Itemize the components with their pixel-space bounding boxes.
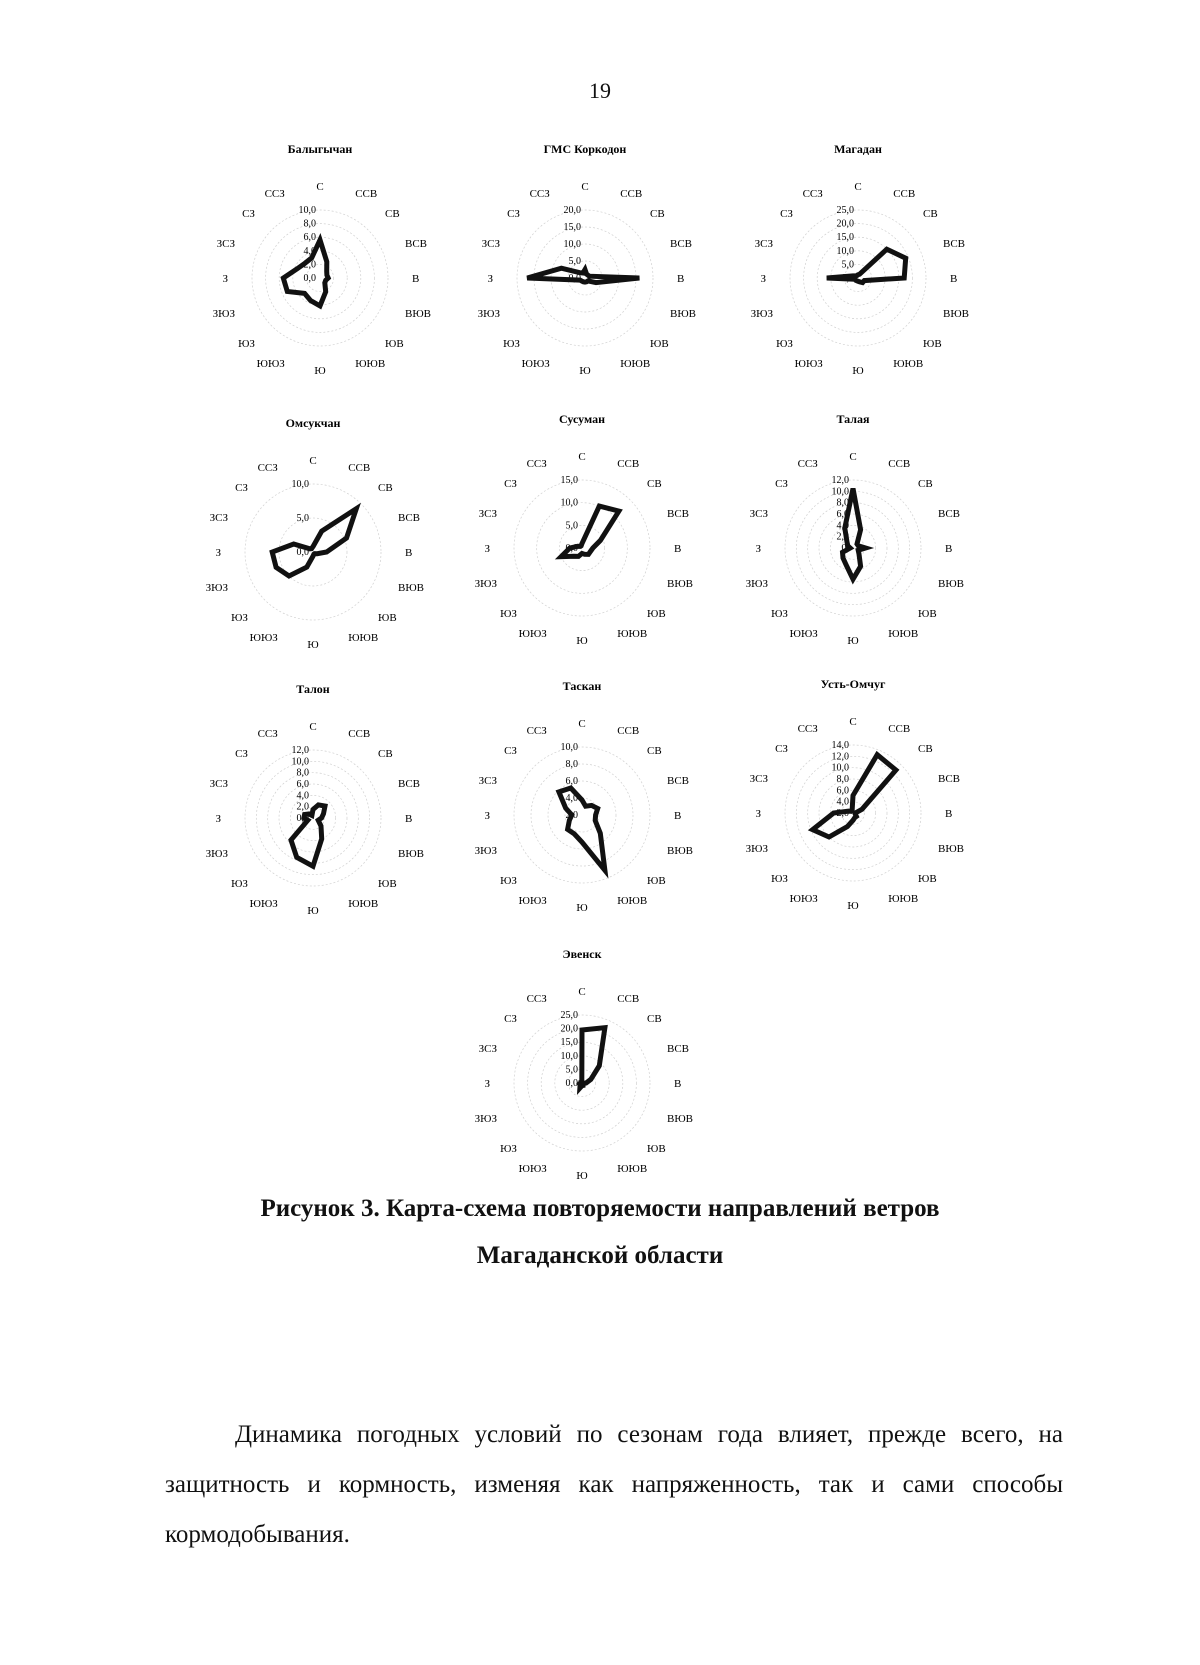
direction-label: ЮЮВ xyxy=(348,897,379,910)
direction-label: ЗСЗ xyxy=(478,507,498,520)
direction-label: ССВ xyxy=(355,188,378,201)
axis-tick-label: 14,0 xyxy=(831,740,849,751)
wind-rose-svg xyxy=(450,133,720,403)
axis-tick-label: 5,0 xyxy=(565,520,578,532)
direction-label: СВ xyxy=(647,477,662,490)
figure-caption-line-1: Рисунок 3. Карта-схема повторяемости направлений ветров xyxy=(260,1195,940,1222)
direction-label: ЮЮВ xyxy=(355,357,386,370)
axis-tick-label: 25,0 xyxy=(560,1010,578,1021)
direction-label: С xyxy=(854,181,862,193)
direction-label: ЗСЗ xyxy=(478,1042,498,1055)
direction-label: ЮЮВ xyxy=(620,357,651,370)
axis-tick-label: 10,0 xyxy=(560,497,578,509)
chart-title: Талон xyxy=(296,682,330,696)
direction-label: З xyxy=(755,543,761,555)
wind-rose-taskan xyxy=(447,670,717,940)
direction-label: ВЮВ xyxy=(942,308,969,321)
axis-tick-label: 12,0 xyxy=(831,751,849,763)
direction-label: В xyxy=(674,1078,682,1090)
axis-tick-label: 6,0 xyxy=(565,776,578,787)
axis-tick-label: 8,0 xyxy=(296,767,309,779)
axis-tick-label: 2,0 xyxy=(303,259,316,271)
direction-label: ССВ xyxy=(620,188,643,201)
direction-label: ЮЗ xyxy=(231,878,248,891)
direction-label: ЮЮВ xyxy=(617,1162,648,1175)
direction-label: ВЮВ xyxy=(397,848,424,861)
direction-label: ЗСЗ xyxy=(481,237,501,250)
direction-label: СЗ xyxy=(504,477,517,490)
direction-label: ССЗ xyxy=(526,725,547,738)
axis-tick-label: 2,0 xyxy=(296,801,309,813)
axis-tick-label: 15,0 xyxy=(560,475,578,486)
direction-label: ВЮВ xyxy=(937,578,964,591)
axis-tick-label: 12,0 xyxy=(291,745,309,756)
direction-label: ЮЗ xyxy=(238,338,255,351)
direction-label: ЗЮЗ xyxy=(474,578,498,591)
wind-frequency-series xyxy=(580,1028,605,1088)
direction-label: ЗСЗ xyxy=(216,237,236,250)
direction-label: ЮЗ xyxy=(776,338,793,351)
direction-label: ССЗ xyxy=(802,188,823,201)
grid-ring xyxy=(293,251,347,305)
direction-label: ССВ xyxy=(617,993,640,1006)
axis-tick-label: 0,0 xyxy=(841,273,854,284)
direction-label: ЮВ xyxy=(918,608,937,621)
page-number: 19 xyxy=(589,78,611,103)
direction-label: ЮЗ xyxy=(500,608,517,621)
chart-title: Таскан xyxy=(562,679,602,693)
direction-label: ССЗ xyxy=(526,993,547,1006)
direction-label: Ю xyxy=(847,900,859,912)
wind-rose-magadan xyxy=(723,133,993,403)
direction-label: Ю xyxy=(314,365,326,377)
direction-label: ССЗ xyxy=(257,462,278,475)
direction-label: ЮЮВ xyxy=(617,894,648,907)
chart-title: Омсукчан xyxy=(285,416,341,430)
direction-label: ЮЮЗ xyxy=(518,1162,547,1175)
wind-rose-svg xyxy=(447,938,717,1208)
direction-label: В xyxy=(950,273,958,285)
direction-label: С xyxy=(849,716,857,728)
direction-label: ЗСЗ xyxy=(749,507,769,520)
wind-rose-evensk xyxy=(447,938,717,1208)
direction-label: С xyxy=(309,455,317,467)
direction-label: ЮВ xyxy=(923,338,942,351)
direction-label: ЮЮЗ xyxy=(794,357,823,370)
chart-title: ГМС Коркодон xyxy=(543,142,627,156)
axis-tick-label: 5,0 xyxy=(296,513,309,524)
axis-tick-label: 0, xyxy=(841,543,849,554)
chart-title: Балыгычан xyxy=(287,142,353,156)
direction-label: СВ xyxy=(923,207,938,220)
direction-label: Ю xyxy=(579,365,591,377)
wind-rose-svg xyxy=(185,133,455,403)
direction-label: ЮЗ xyxy=(771,873,788,886)
wind-rose-svg xyxy=(723,133,993,403)
direction-label: ВСВ xyxy=(937,507,961,520)
axis-tick-label: 0,0 xyxy=(565,1078,578,1089)
direction-label: ЗЮЗ xyxy=(477,308,501,321)
chart-title: Талая xyxy=(836,412,870,426)
wind-frequency-series xyxy=(813,755,896,837)
direction-label: ССЗ xyxy=(526,458,547,471)
direction-label: С xyxy=(849,451,857,463)
direction-label: ЗСЗ xyxy=(749,772,769,785)
direction-label: ЗЮЗ xyxy=(745,578,769,591)
direction-label: ВСВ xyxy=(942,237,966,250)
direction-label: ВЮВ xyxy=(669,308,696,321)
axis-tick-label: 6,0 xyxy=(296,779,309,790)
direction-label: Ю xyxy=(307,639,319,651)
direction-label: З xyxy=(222,273,228,285)
axis-tick-label: 10,0 xyxy=(298,205,316,216)
direction-label: ЮЮЗ xyxy=(256,357,285,370)
direction-label: В xyxy=(674,810,682,822)
direction-label: СЗ xyxy=(504,744,517,757)
wind-rose-omsukchan xyxy=(178,407,448,677)
wind-rose-svg xyxy=(178,407,448,677)
direction-label: ЗСЗ xyxy=(754,237,774,250)
direction-label: ЗЮЗ xyxy=(750,308,774,321)
direction-label: ВСВ xyxy=(666,774,690,787)
wind-rose-svg xyxy=(178,673,448,943)
direction-label: ЮВ xyxy=(647,875,666,888)
chart-title: Сусуман xyxy=(558,412,606,426)
direction-label: ВЮВ xyxy=(666,1113,693,1126)
axis-tick-label: 2,0 xyxy=(836,531,849,543)
direction-label: ВСВ xyxy=(669,237,693,250)
axis-tick-label: 25,0 xyxy=(836,205,854,216)
axis-tick-label: 10,0 xyxy=(831,486,849,498)
direction-label: ЮВ xyxy=(385,338,404,351)
direction-label: ЗЮЗ xyxy=(745,843,769,856)
direction-label: ССВ xyxy=(888,458,911,471)
direction-label: ССВ xyxy=(348,462,371,475)
axis-tick-label: 10,0 xyxy=(831,762,849,774)
direction-label: ЮЮВ xyxy=(348,631,379,644)
direction-label: ВЮВ xyxy=(397,582,424,595)
direction-label: З xyxy=(487,273,493,285)
axis-tick-label: 15,0 xyxy=(836,232,854,244)
direction-label: СВ xyxy=(647,744,662,757)
direction-label: ССВ xyxy=(893,188,916,201)
direction-label: ВСВ xyxy=(937,772,961,785)
direction-label: С xyxy=(578,986,586,998)
grid-ring xyxy=(514,747,650,883)
direction-label: ССЗ xyxy=(797,723,818,736)
axis-tick-label: 6,0 xyxy=(836,785,849,797)
direction-label: ССВ xyxy=(617,458,640,471)
chart-title: Эвенск xyxy=(562,947,602,961)
direction-label: ССВ xyxy=(617,725,640,738)
direction-label: С xyxy=(581,181,589,193)
direction-label: Ю xyxy=(852,365,864,377)
wind-frequency-series xyxy=(527,268,639,282)
wind-rose-svg xyxy=(718,668,988,938)
direction-label: ЮВ xyxy=(918,873,937,886)
axis-tick-label: 4,0 xyxy=(565,793,578,804)
direction-label: С xyxy=(578,718,586,730)
direction-label: ВСВ xyxy=(397,511,421,524)
wind-rose-susuman xyxy=(447,403,717,673)
direction-label: ЮЗ xyxy=(500,875,517,888)
direction-label: ВСВ xyxy=(397,777,421,790)
direction-label: З xyxy=(484,1078,490,1090)
direction-label: ЮЮЗ xyxy=(249,631,278,644)
axis-tick-label: 8,0 xyxy=(303,218,316,230)
axis-tick-label: 10,0 xyxy=(836,245,854,257)
wind-rose-svg xyxy=(447,670,717,940)
direction-label: СЗ xyxy=(235,481,248,494)
direction-label: ЗЮЗ xyxy=(212,308,236,321)
direction-label: ЗЮЗ xyxy=(205,848,229,861)
direction-label: С xyxy=(309,721,317,733)
axis-tick-label: 5,0 xyxy=(568,256,581,267)
direction-label: С xyxy=(578,451,586,463)
direction-label: ЮЮЗ xyxy=(789,627,818,640)
axis-tick-label: 8,0 xyxy=(836,497,849,509)
axis-tick-label: 10,0 xyxy=(291,479,309,490)
direction-label: СВ xyxy=(918,477,933,490)
direction-label: ЮЮВ xyxy=(617,627,648,640)
direction-label: С xyxy=(316,181,324,193)
direction-label: В xyxy=(945,808,953,820)
chart-title: Усть-Омчуг xyxy=(820,677,886,691)
direction-label: Ю xyxy=(847,635,859,647)
axis-tick-label: 4,0 xyxy=(836,796,849,808)
direction-label: СВ xyxy=(647,1012,662,1025)
direction-label: ЗЮЗ xyxy=(205,582,229,595)
direction-label: СЗ xyxy=(504,1012,517,1025)
direction-label: СЗ xyxy=(507,207,520,220)
direction-label: ЮЮВ xyxy=(893,357,924,370)
axis-tick-label: 12,0 xyxy=(831,475,849,486)
axis-tick-label: 0,0 xyxy=(568,273,581,284)
wind-rose-talaya xyxy=(718,403,988,673)
direction-label: В xyxy=(405,547,413,559)
direction-label: ЮВ xyxy=(378,878,397,891)
direction-label: СЗ xyxy=(775,742,788,755)
grid-ring xyxy=(531,764,633,866)
axis-tick-label: 0,0 xyxy=(296,547,309,558)
axis-tick-label: 4,0 xyxy=(296,790,309,802)
wind-rose-svg xyxy=(447,403,717,673)
direction-label: СЗ xyxy=(775,477,788,490)
wind-rose-balygychan xyxy=(185,133,455,403)
wind-frequency-series xyxy=(272,509,356,576)
axis-tick-label: 4,0 xyxy=(303,245,316,257)
wind-rose-svg xyxy=(718,403,988,673)
direction-label: ЮЗ xyxy=(503,338,520,351)
direction-label: В xyxy=(412,273,420,285)
direction-label: ССВ xyxy=(888,723,911,736)
direction-label: ССЗ xyxy=(264,188,285,201)
direction-label: Ю xyxy=(576,902,588,914)
direction-label: ВСВ xyxy=(666,1042,690,1055)
grid-ring xyxy=(252,210,388,346)
axis-tick-label: 20,0 xyxy=(560,1023,578,1035)
axis-tick-label: 10,0 xyxy=(560,742,578,753)
axis-tick-label: 20,0 xyxy=(836,218,854,230)
direction-label: ЮЮЗ xyxy=(789,892,818,905)
direction-label: ВЮВ xyxy=(404,308,431,321)
direction-label: ССВ xyxy=(348,728,371,741)
axis-tick-label: 8,0 xyxy=(836,774,849,785)
direction-label: ЮЗ xyxy=(231,612,248,625)
direction-label: В xyxy=(677,273,685,285)
direction-label: ЮЮЗ xyxy=(518,894,547,907)
direction-label: ЮЗ xyxy=(771,608,788,621)
axis-tick-label: 2,0 xyxy=(565,810,578,821)
direction-label: З xyxy=(760,273,766,285)
direction-label: Ю xyxy=(307,905,319,917)
direction-label: СВ xyxy=(650,207,665,220)
direction-label: СЗ xyxy=(780,207,793,220)
direction-label: ВЮВ xyxy=(937,843,964,856)
direction-label: ЮЮЗ xyxy=(521,357,550,370)
direction-label: ЗСЗ xyxy=(209,511,229,524)
chart-title: Магадан xyxy=(834,142,882,156)
direction-label: ЮЮЗ xyxy=(518,627,547,640)
direction-label: ССЗ xyxy=(797,458,818,471)
direction-label: ЮВ xyxy=(647,608,666,621)
axis-tick-label: 0,0 xyxy=(303,273,316,284)
direction-label: ЮВ xyxy=(650,338,669,351)
axis-tick-label: 5,0 xyxy=(841,259,854,271)
axis-tick-label: 10,0 xyxy=(563,239,581,250)
direction-label: З xyxy=(484,543,490,555)
direction-label: ЮВ xyxy=(378,612,397,625)
direction-label: ЗЮЗ xyxy=(474,1113,498,1126)
direction-label: ССЗ xyxy=(257,728,278,741)
direction-label: СВ xyxy=(918,742,933,755)
axis-tick-label: 0,0 xyxy=(565,543,578,554)
direction-label: З xyxy=(215,813,221,825)
direction-label: ССЗ xyxy=(529,188,550,201)
axis-tick-label: 15,0 xyxy=(560,1037,578,1049)
direction-label: ЗСЗ xyxy=(209,777,229,790)
axis-tick-label: 20,0 xyxy=(563,205,581,216)
direction-label: В xyxy=(945,543,953,555)
direction-label: З xyxy=(215,547,221,559)
axis-tick-label: 15,0 xyxy=(563,222,581,233)
body-paragraph: Динамика погодных условий по сезонам года влияет, прежде всего, на защитность и кормность, изменяя как напряженность, так и сами способы кормодобывания. xyxy=(165,1421,1063,1548)
direction-label: З xyxy=(755,808,761,820)
axis-tick-label: 5,0 xyxy=(565,1064,578,1076)
direction-label: ЮВ xyxy=(647,1143,666,1156)
axis-tick-label: 10,0 xyxy=(291,756,309,768)
direction-label: ЮЮВ xyxy=(888,627,919,640)
wind-rose-korkodon xyxy=(450,133,720,403)
axis-tick-label: 2,0 xyxy=(836,808,849,819)
direction-label: В xyxy=(405,813,413,825)
direction-label: СЗ xyxy=(242,207,255,220)
wind-rose-talon xyxy=(178,673,448,943)
direction-label: СВ xyxy=(385,207,400,220)
direction-label: СВ xyxy=(378,481,393,494)
wind-rose-ust-omchug xyxy=(718,668,988,938)
direction-label: СВ xyxy=(378,747,393,760)
direction-label: ЗЮЗ xyxy=(474,845,498,858)
axis-tick-label: 10,0 xyxy=(560,1050,578,1062)
direction-label: ЗСЗ xyxy=(478,774,498,787)
direction-label: ВСВ xyxy=(666,507,690,520)
direction-label: Ю xyxy=(576,635,588,647)
direction-label: З xyxy=(484,810,490,822)
figure-caption-line-2: Магаданской области xyxy=(476,1242,724,1269)
axis-tick-label: 0,0 xyxy=(296,813,309,824)
axis-tick-label: 6,0 xyxy=(303,232,316,244)
axis-tick-label: 8,0 xyxy=(565,759,578,770)
direction-label: Ю xyxy=(576,1170,588,1182)
direction-label: СЗ xyxy=(235,747,248,760)
direction-label: ЮЮЗ xyxy=(249,897,278,910)
direction-label: ВЮВ xyxy=(666,578,693,591)
wind-frequency-series xyxy=(561,506,619,557)
direction-label: ЮЮВ xyxy=(888,892,919,905)
axis-tick-label: 6,0 xyxy=(836,509,849,520)
direction-label: ВЮВ xyxy=(666,845,693,858)
direction-label: В xyxy=(674,543,682,555)
direction-label: ВСВ xyxy=(404,237,428,250)
axis-tick-label: 4,0 xyxy=(836,520,849,532)
direction-label: ЮЗ xyxy=(500,1143,517,1156)
